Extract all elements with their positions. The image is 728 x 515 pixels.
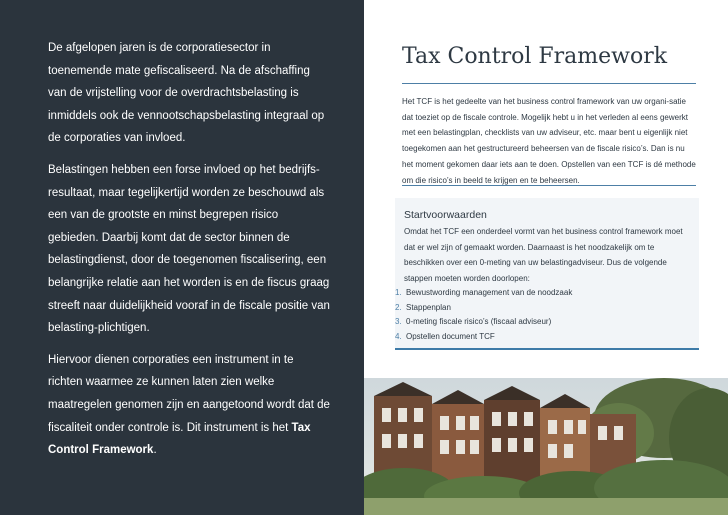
step-number: 2. xyxy=(395,302,402,312)
step-number: 1. xyxy=(395,288,402,297)
list-item xyxy=(395,301,572,316)
photo-illustration xyxy=(364,378,728,515)
startbox-heading: Startvoorwaarden xyxy=(404,209,487,221)
title-divider xyxy=(402,83,696,84)
left-paragraph-1: De afgelopen jaren is de corporatiesector in toenemende mate gefiscaliseerd. Na de afschaffing van de vrijstelling voor de overdrachtsbelasting is inmiddels ook de vennootschapsbelasting integraal op de corporaties van invloed. xyxy=(48,42,325,145)
list-item xyxy=(395,286,572,301)
left-paragraph-2: Belastingen hebben een forse invloed op het bedrijfs-resultaat, maar tegelijkertijd worden ze beschouwd als een van de grootste en minst begrepen risico gebieden. Daarbij komt dat de sector binnen de belastingdienst, door de toegenomen fiscalisering, een belangrijke relatie aan het worden is en de fiscus graag streeft naar duidelijkheid vooraf in de fiscale positie van belasting-plichtigen. xyxy=(48,163,330,335)
step-text: Stappenplan xyxy=(406,302,451,312)
left-paragraph-3 xyxy=(48,349,330,462)
page-title: Tax Control Framework xyxy=(402,44,668,69)
startbox-description: Omdat het TCF een onderdeel vormt van het business control framework moet dat er wel zijn of gemaakt worden. Daarnaast is het noodzakelijk om te beschikken over een 0-meting van uw belastingadviseur. Dus de volgende stappen moeten worden doorlopen: xyxy=(404,227,683,283)
step-number: 4. xyxy=(395,331,402,341)
closing-text: Hiervoor dienen corporaties een instrument in te richten waarmee ze kunnen laten zien welke maatregelen genomen zijn en aangetoond wordt dat de fiscaliteit onder controle is. Dit instrument is het xyxy=(48,353,330,434)
canal-houses-photo xyxy=(364,378,728,515)
step-text: Opstellen document TCF xyxy=(406,331,495,341)
closing-end: . xyxy=(153,444,157,457)
step-text: 0-meting fiscale risico’s (fiscaal adviseur) xyxy=(406,317,552,327)
step-number: 3. xyxy=(395,317,402,327)
list-item xyxy=(395,315,572,330)
list-item xyxy=(395,330,572,345)
intro-paragraph: Het TCF is het gedeelte van het business control framework van uw organi-satie dat toeziet op de fiscale controle. Mogelijk hebt u in het verleden al eens gewerkt met een belastingplan, checklists van uw adviseur, etc. maar bent u eigenlijk niet toegekomen aan het gestructureerd beheersen van de fiscale risico’s. Dan is nu het moment gekomen daar iets aan te doen. Opstellen van een TCF is dé methode om die risico’s in beeld te krijgen en te beheersen. xyxy=(402,97,696,185)
intro-divider xyxy=(402,185,696,186)
step-text: Bewustwording management van de noodzaak xyxy=(406,288,573,297)
steps-list xyxy=(395,286,572,344)
closing-bold: Tax Control Framework xyxy=(48,421,311,457)
left-text-column xyxy=(48,37,330,471)
